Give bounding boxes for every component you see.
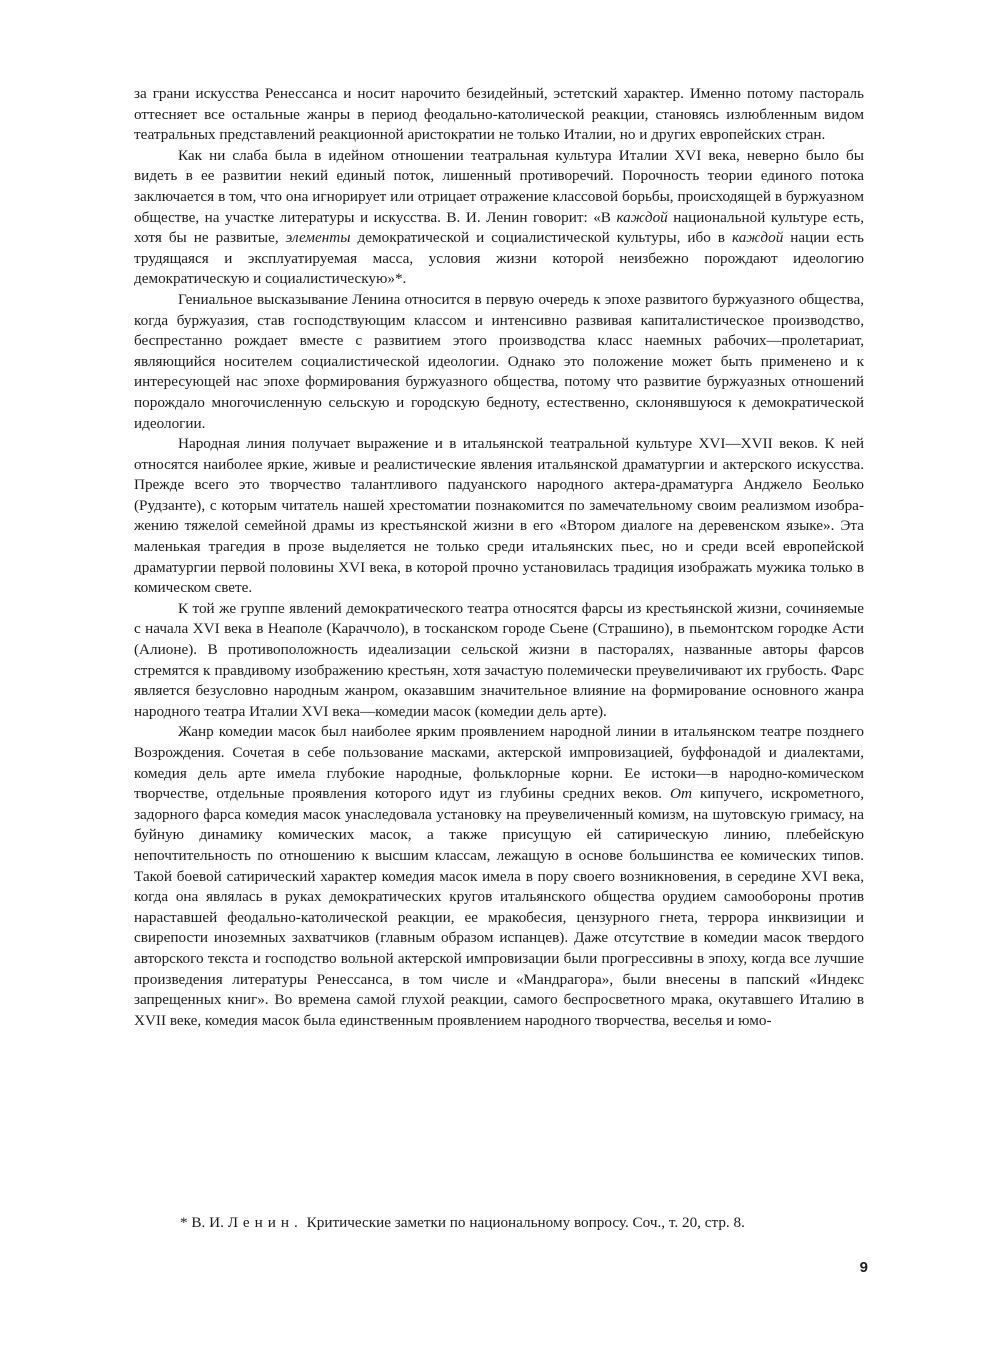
paragraph-2-emphasis-3: каждой [731, 229, 784, 247]
paragraph-1: за грани искусства Ренессанса и носит нарочито безидейный, эстетский характер. Именно потому пастораль оттесняет все остальные жанры в период феодально-католической реакции, становясь излюбленным видом театральных представлений реакционной аристократии не только Италии, но и других европейских стран. [134, 85, 864, 144]
footnote-reference: Критические заметки по национальному вопросу. Соч., т. 20, стр. 8. [302, 1214, 745, 1231]
footnote-marker: * В. И. [180, 1214, 224, 1231]
paragraph-6 [134, 722, 864, 1031]
paragraph-2-emphasis-2: элементы [285, 229, 351, 247]
footnote-text [134, 1212, 864, 1233]
paragraph-2-text-4: нации есть трудящаяся и эксплуатируемая масса, условия жизни которой неизбежно порождают идеологию демократическую и социалистическую»*. [134, 229, 864, 288]
paragraph-2-text-1: Как ни слаба была в идейном отношении театральная культура Италии XVI века, неверно было бы видеть в ее развитии некий единый поток, лишенный противоречий. Порочность теории единого потока заключается в том, что она игнорирует или отрицает отражение классовой борьбы, происходящей в буржуазном обществе, на участке литературы и искусства. В. И. Ленин говорит: «В [134, 146, 864, 226]
page-body [134, 84, 864, 1031]
page-number: 9 [859, 1259, 868, 1276]
paragraph-2-text-2: национальной культуре есть, хотя бы не развитые, [134, 208, 864, 247]
paragraph-6-text-2: кипучего, искрометного, задорного фарса комедия масок унаследовала установку на преувеличенный комизм, на шутовскую гримасу, на буйную динамику комических масок, а также присущую ей сатирическую линию, плебейскую непочтительность по отношению к высшим классам, лежащую в основе большинства ее комических типов. Такой боевой сатирический характер комедия масок имела в пору своего возникновения, в середине XVI века, когда она являлась в руках демократических кругов итальянского общества орудием самообороны против нараставшей феодально-католической реакции, ее мракобесия, цензурного гнета, террора инквизиции и свирепости иноземных захватчиков (главным образом испанцев). Даже отсутствие в комедии масок твердого авторского текста и господство вольной актерской импровизации были прогрессивны в эпоху, когда все лучшие произведения литературы Ренессанса, в том числе и «Мандрагора», были внесены в папский «Индекс запрещенных книг». Во времена самой глухой реакции, самого беспросветного мрака, окутавшего Италию в XVII веке, комедия масок была единственным проявлением народного творчества, веселья и юмо- [134, 785, 865, 1029]
paragraph-2-text-3: демократической и социалистической культуры, ибо в [350, 229, 732, 247]
footnote-author: Ленин. [227, 1214, 303, 1231]
footnote [134, 1212, 864, 1233]
paragraph-2-emphasis-1: каждой [616, 208, 668, 226]
paragraph-2 [134, 146, 864, 290]
paragraph-6-text-1: Жанр комедии масок был наиболее ярким проявлением народной линии в итальянском театре позднего Возрождения. Сочетая в себе пользование масками, актерской импровизацией, буффонадой и диалектами, комедия дель арте имела глубокие народные, фольклорные корни. Ее истоки—в народно-комическом творчестве, отдельные проявления которого идут из глубины средних веков. [134, 723, 864, 803]
paragraph-4: Народная линия получает выражение и в итальянской театральной культуре XVI—XVII веков. К ней относятся наиболее яркие, живые и реалистические явления итальянской драматургии и актерского искусства. Прежде всего это творчество талантливого падуанского народного актера-драматурга Анджело Беолько (Рудзанте), с которым читатель нашей хрестоматии познакомится по замечательному своим реализмом изображению тяжелой семейной драмы из крестьянской жизни в его «Втором диалоге на деревенском языке». Эта маленькая трагедия в прозе выделяется не только среди итальянских пьес, но и среди всей европейской драматургии первой половины XVI века, в которой прочно установилась традиция изображать мужика только в комическом свете. [134, 435, 864, 597]
paragraph-6-emphasis-1: От [670, 785, 692, 803]
paragraph-5: К той же группе явлений демократического театра относятся фарсы из крестьянской жизни, сочиняемые с начала XVI века в Неаполе (Караччоло), в тосканском городе Сьене (Страшино), в пьемонтском городке Асти (Алионе). В противоположность идеализации сельской жизни в пасторалях, названные авторы фарсов стремятся к правдивому изображению крестьян, хотя зачастую полемически преувеличивают их грубость. Фарс является безусловно народным жанром, оказавшим значительное влияние на формирование основного жанра народного театра Италии XVI века—комедии масок (комедии дель арте). [134, 599, 864, 720]
paragraph-3: Гениальное высказывание Ленина относится в первую очередь к эпохе развитого буржуазного общества, когда буржуазия, став господствующим классом и интенсивно развивая капиталистическое производство, беспрестанно рождает вместе с развитием этого производства класс наемных рабочих—пролетариат, являющийся носителем социалистической идеологии. Однако это положение может быть применено и к интересующей нас эпохе формирования буржуазного общества, потому что развитие буржуазных отношений порождало многочисленную сельскую и городскую бедноту, естественно, склонявшуюся к демократической идеологии. [134, 290, 864, 432]
